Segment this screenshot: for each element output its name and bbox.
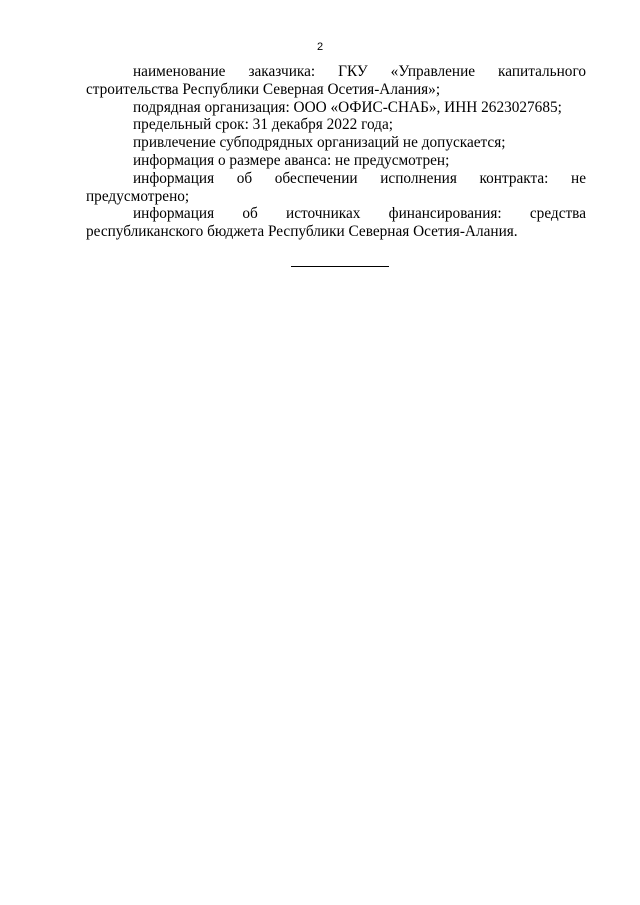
page-number: 2 xyxy=(316,41,324,53)
paragraph-contract-security: информация об обеспечении исполнения контракта: не предусмотрено; xyxy=(86,169,586,205)
paragraph-funding-sources: информация об источниках финансирования: средства республиканского бюджета Республики Северная Осетия-Алания. xyxy=(86,205,586,241)
paragraph-advance-payment: информация о размере аванса: не предусмотрен; xyxy=(133,151,450,169)
document-body xyxy=(86,63,586,241)
paragraph-customer-name: наименование заказчика: ГКУ «Управление капитального строительства Республики Северная Осетия-Алания»; xyxy=(86,63,586,98)
paragraph-contractor: подрядная организация: ООО «ОФИС-СНАБ», ИНН 2623027685; xyxy=(133,98,562,116)
paragraph-subcontractors: привлечение субподрядных организаций не допускается; xyxy=(133,134,506,152)
paragraph-deadline: предельный срок: 31 декабря 2022 года; xyxy=(133,116,393,134)
end-divider-line xyxy=(291,266,389,267)
